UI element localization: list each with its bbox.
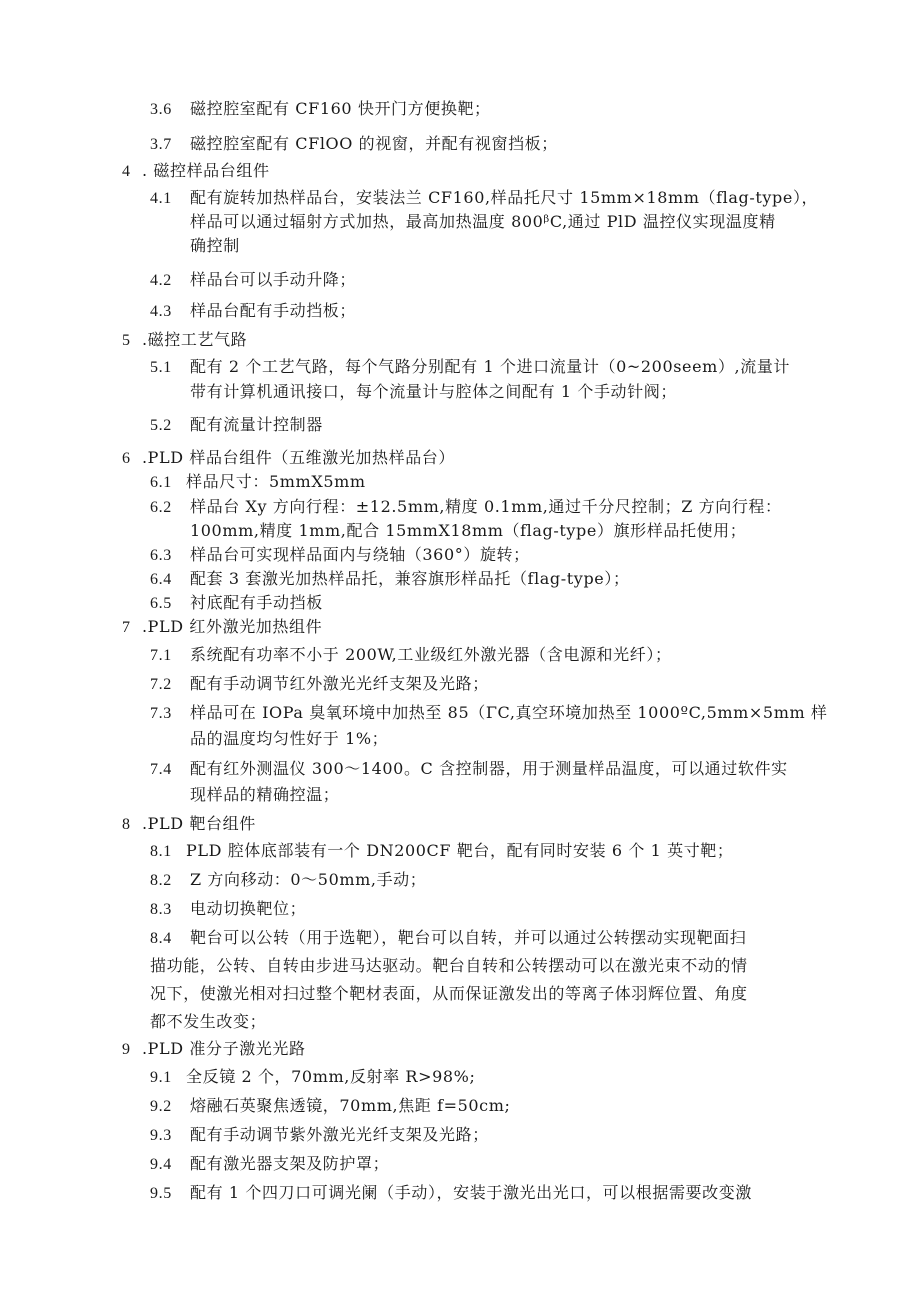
item-text: 确控制 bbox=[190, 236, 240, 255]
item-4-1: 4.1 配有旋转加热样品台，安装法兰 CF160,样品托尺寸 15mm×18mm（flag-type）， bbox=[150, 188, 819, 207]
item-text: 样品台可实现样品面内与绕轴（360°）旋转； bbox=[190, 545, 530, 564]
section-title: .PLD 样品台组件（五维激光加热样品台） bbox=[142, 448, 455, 467]
item-6-1: 6.1 样品尺寸：5mmX5mm bbox=[150, 472, 366, 491]
section-title: . 磁控样品台组件 bbox=[142, 161, 270, 180]
section-9-heading: 9 .PLD 准分子激光光路 bbox=[122, 1039, 306, 1058]
item-text: 配有激光器支架及防护罩； bbox=[190, 1154, 390, 1173]
item-8-1: 8.1 PLD 腔体底部装有一个 DN200CF 靶台，配有同时安装 6 个 1 英寸靶； bbox=[150, 841, 734, 860]
item-text: 衬底配有手动挡板 bbox=[190, 593, 323, 612]
section-title: .PLD 靶台组件 bbox=[142, 814, 256, 833]
item-4-3: 4.3 样品台配有手动挡板； bbox=[150, 301, 357, 320]
item-9-2: 9.2 熔融石英聚焦透镜，70mm,焦距 f=50cm; bbox=[150, 1096, 511, 1115]
item-9-4: 9.4 配有激光器支架及防护罩； bbox=[150, 1154, 390, 1173]
item-text: 配有旋转加热样品台，安装法兰 CF160,样品托尺寸 15mm×18mm（flag-type）， bbox=[190, 188, 819, 207]
item-5-2: 5.2 配有流量计控制器 bbox=[150, 415, 323, 434]
item-text: 样品尺寸：5mmX5mm bbox=[186, 472, 366, 491]
item-7-4: 7.4 配有红外测温仪 300～1400。C 含控制器，用于测量样品温度，可以通过软件实 bbox=[150, 759, 788, 778]
item-text: Z 方向移动：0～50mm,手动； bbox=[190, 870, 427, 889]
item-3-7: 3.7 磁控腔室配有 CFlOO 的视窗，并配有视窗挡板； bbox=[150, 134, 558, 153]
item-text: 带有计算机通讯接口，每个流量计与腔体之间配有 1 个手动针阀； bbox=[190, 382, 677, 401]
section-4-heading: 4 . 磁控样品台组件 bbox=[122, 161, 270, 180]
item-7-1: 7.1 系统配有功率不小于 200W,工业级红外激光器（含电源和光纤）； bbox=[150, 645, 672, 664]
item-text: 系统配有功率不小于 200W,工业级红外激光器（含电源和光纤）； bbox=[190, 645, 672, 664]
item-text: 样品可在 IOPa 臭氧环境中加热至 85（ΓC,真空环境加热至 1000ºC,5mm×5mm 样 bbox=[190, 703, 828, 722]
item-text: 描功能，公转、自转由步进马达驱动。靶台自转和公转摆动可以在激光束不动的情 bbox=[150, 956, 748, 975]
item-5-1: 5.1 配有 2 个工艺气路，每个气路分别配有 1 个进口流量计（0~200seem）,流量计 bbox=[150, 357, 791, 376]
item-text: 样品台 Xy 方向行程：±12.5mm,精度 0.1mm,通过千分尺控制；Z 方向行程： bbox=[190, 497, 782, 516]
item-8-4-cont bbox=[150, 955, 748, 977]
item-text: 磁控腔室配有 CF160 快开门方便换靶； bbox=[190, 99, 491, 118]
item-text: 配有 2 个工艺气路，每个气路分别配有 1 个进口流量计（0~200seem）,流量计 bbox=[190, 357, 791, 376]
item-text: 样品台可以手动升降； bbox=[190, 270, 357, 289]
item-8-4: 8.4 靶台可以公转（用于选靶），靶台可以自转，并可以通过公转摆动实现靶面扫 bbox=[150, 928, 747, 947]
item-text: 全反镜 2 个，70mm,反射率 R>98%; bbox=[186, 1067, 476, 1086]
section-7-heading: 7 .PLD 红外激光加热组件 bbox=[122, 617, 323, 636]
item-6-2-cont bbox=[190, 520, 746, 542]
item-text: 现样品的精确控温； bbox=[190, 785, 340, 804]
item-7-4-cont bbox=[190, 784, 339, 806]
item-9-3: 9.3 配有手动调节紫外激光光纤支架及光路； bbox=[150, 1125, 489, 1144]
item-text: 磁控腔室配有 CFlOO 的视窗，并配有视窗挡板； bbox=[190, 134, 558, 153]
item-3-6: 3.6 磁控腔室配有 CF160 快开门方便换靶； bbox=[150, 99, 491, 118]
section-6-heading: 6 .PLD 样品台组件（五维激光加热样品台） bbox=[122, 448, 455, 467]
item-4-1-cont bbox=[190, 211, 776, 233]
item-8-3: 8.3 电动切换靶位； bbox=[150, 899, 307, 918]
item-text: 电动切换靶位； bbox=[190, 899, 307, 918]
item-text: 配有手动调节红外激光光纤支架及光路； bbox=[190, 674, 489, 693]
item-5-1-cont bbox=[190, 381, 677, 403]
section-5-heading: 5 .磁控工艺气路 bbox=[122, 330, 248, 349]
item-4-2: 4.2 样品台可以手动升降； bbox=[150, 270, 357, 289]
item-8-4-cont bbox=[150, 1011, 266, 1033]
item-text: 样品可以通过辐射方式加热，最高加热温度 800ᵝC,通过 PlD 温控仪实现温度精 bbox=[190, 212, 776, 231]
item-text: 100mm,精度 1mm,配合 15mmX18mm（flag-type）旗形样品托使用； bbox=[190, 521, 747, 540]
section-title: .PLD 准分子激光光路 bbox=[142, 1039, 306, 1058]
item-7-3: 7.3 样品可在 IOPa 臭氧环境中加热至 85（ΓC,真空环境加热至 1000ºC,5mm×5mm 样 bbox=[150, 703, 828, 722]
item-9-5: 9.5 配有 1 个四刀口可调光阑（手动），安装于激光出光口，可以根据需要改变激 bbox=[150, 1183, 752, 1202]
item-7-2: 7.2 配有手动调节红外激光光纤支架及光路； bbox=[150, 674, 489, 693]
item-text: 配套 3 套激光加热样品托，兼容旗形样品托（flag-type）； bbox=[190, 569, 630, 588]
item-text: 样品台配有手动挡板； bbox=[190, 301, 357, 320]
item-6-5: 6.5 衬底配有手动挡板 bbox=[150, 593, 323, 612]
item-6-2: 6.2 样品台 Xy 方向行程：±12.5mm,精度 0.1mm,通过千分尺控制；Z 方向行程： bbox=[150, 497, 782, 516]
item-text: 配有手动调节紫外激光光纤支架及光路； bbox=[190, 1125, 489, 1144]
section-title: .PLD 红外激光加热组件 bbox=[142, 617, 323, 636]
item-8-4-cont bbox=[150, 983, 748, 1005]
item-4-1-cont bbox=[190, 235, 240, 257]
item-text: 熔融石英聚焦透镜，70mm,焦距 f=50cm; bbox=[190, 1096, 511, 1115]
section-title: .磁控工艺气路 bbox=[142, 330, 248, 349]
item-text: 靶台可以公转（用于选靶），靶台可以自转，并可以通过公转摆动实现靶面扫 bbox=[190, 928, 747, 947]
item-9-1: 9.1 全反镜 2 个，70mm,反射率 R>98%; bbox=[150, 1067, 476, 1086]
item-8-2: 8.2 Z 方向移动：0～50mm,手动； bbox=[150, 870, 427, 889]
section-8-heading: 8 .PLD 靶台组件 bbox=[122, 814, 256, 833]
item-6-4: 6.4 配套 3 套激光加热样品托，兼容旗形样品托（flag-type）； bbox=[150, 569, 630, 588]
item-text: 品的温度均匀性好于 1%； bbox=[190, 729, 389, 748]
item-text: 配有红外测温仪 300～1400。C 含控制器，用于测量样品温度，可以通过软件实 bbox=[190, 759, 788, 778]
item-text: 配有 1 个四刀口可调光阑（手动），安装于激光出光口，可以根据需要改变激 bbox=[190, 1183, 752, 1202]
item-text: 况下，使激光相对扫过整个靶材表面，从而保证激发出的等离子体羽辉位置、角度 bbox=[150, 984, 748, 1003]
item-text: PLD 腔体底部装有一个 DN200CF 靶台，配有同时安装 6 个 1 英寸靶； bbox=[186, 841, 734, 860]
item-text: 都不发生改变； bbox=[150, 1012, 267, 1031]
item-text: 配有流量计控制器 bbox=[190, 415, 323, 434]
item-7-3-cont bbox=[190, 728, 388, 750]
item-6-3: 6.3 样品台可实现样品面内与绕轴（360°）旋转； bbox=[150, 545, 530, 564]
